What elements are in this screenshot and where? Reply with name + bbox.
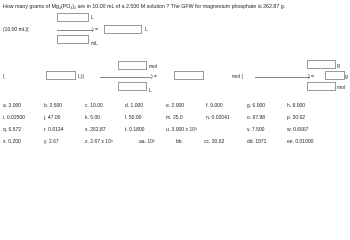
option-h: h. 8.000 (287, 103, 306, 109)
option-l: l. 50.00 (125, 115, 142, 121)
option-s: s. 262.87 (85, 127, 106, 133)
liter-times: L)( (78, 74, 85, 80)
unit-label-l-bottom: L (149, 88, 152, 94)
answer-box-1a[interactable] (57, 13, 89, 22)
option-x: x. 0.200 (3, 139, 21, 145)
answer-box-2b[interactable] (307, 60, 336, 69)
answer-box-2d[interactable] (307, 82, 336, 91)
answer-box-2-moles[interactable] (174, 71, 204, 80)
option-c: c. 10.00 (85, 103, 103, 109)
final-unit-g: g (345, 74, 348, 80)
option-e: e. 2.000 (166, 103, 185, 109)
option-i: i. 0.02500 (3, 115, 25, 121)
paren-equals-3: ) = (308, 74, 314, 80)
paren-equals-1: ) = (92, 27, 98, 33)
option-w: w. 0.6667 (287, 127, 309, 133)
paren-equals-2: ) = (151, 74, 157, 80)
option-d: d. 1.000 (125, 103, 144, 109)
option-m: m. 25.0 (166, 115, 183, 121)
answer-box-2c[interactable] (118, 82, 147, 91)
option-g: g. 6.000 (247, 103, 266, 109)
option-cc: cc. 30.62 (204, 139, 225, 145)
fraction-bar-2 (100, 77, 151, 78)
answer-box-2a[interactable] (118, 61, 147, 70)
option-z: z. 2.67 x 10³ (85, 139, 113, 145)
given-value: (10.00 mL)( (3, 27, 29, 33)
option-o: o. 97.98 (247, 115, 266, 121)
unit-label-g-top: g (337, 63, 340, 69)
open-paren: ( (3, 74, 5, 80)
option-k: k. 5.00 (85, 115, 101, 121)
unit-label-l-top: L (91, 15, 94, 21)
option-v: v. 7.500 (247, 127, 265, 133)
option-t: t. 0.1800 (125, 127, 145, 133)
option-b: b. 2.500 (44, 103, 63, 109)
option-q: q. 6.572 (3, 127, 22, 133)
option-aa: aa. 10³ (139, 139, 155, 145)
answer-box-2-grams[interactable] (325, 71, 345, 80)
option-y: y. 2.67 (44, 139, 59, 145)
answer-box-1-result[interactable] (104, 25, 142, 34)
option-dd: dd. 1971 (247, 139, 267, 145)
fraction-bar-3 (255, 77, 310, 78)
question-text: How many grams of $Mg_3(PO_4)_2$ are in 10.00 mL of a 2.500 M solution ? The GFW for magnesium phosphate is 262.87 g. (3, 4, 286, 10)
option-u: u. 3.000 x 10³ (166, 127, 197, 133)
option-bb: bb. (176, 139, 183, 145)
option-a: a. 3.000 (3, 103, 22, 109)
mol-times: mol ( (232, 74, 244, 80)
option-ee: ee. 0.01000 (287, 139, 314, 145)
unit-label-mol-bottom: mol (337, 85, 346, 91)
option-n: n. 0.02041 (206, 115, 230, 121)
unit-label-mol-top: mol (149, 64, 158, 70)
option-r: r. 0.6124 (44, 127, 64, 133)
fraction-bar-1 (57, 30, 93, 31)
option-j: j. 47.00 (44, 115, 61, 121)
answer-box-1b[interactable] (57, 35, 89, 44)
option-f: f. 9.000 (206, 103, 223, 109)
result-unit-l: L (145, 27, 148, 33)
option-p: p. 30.62 (287, 115, 306, 121)
answer-box-2-volume[interactable] (46, 71, 76, 80)
unit-label-ml: mL (91, 41, 98, 47)
